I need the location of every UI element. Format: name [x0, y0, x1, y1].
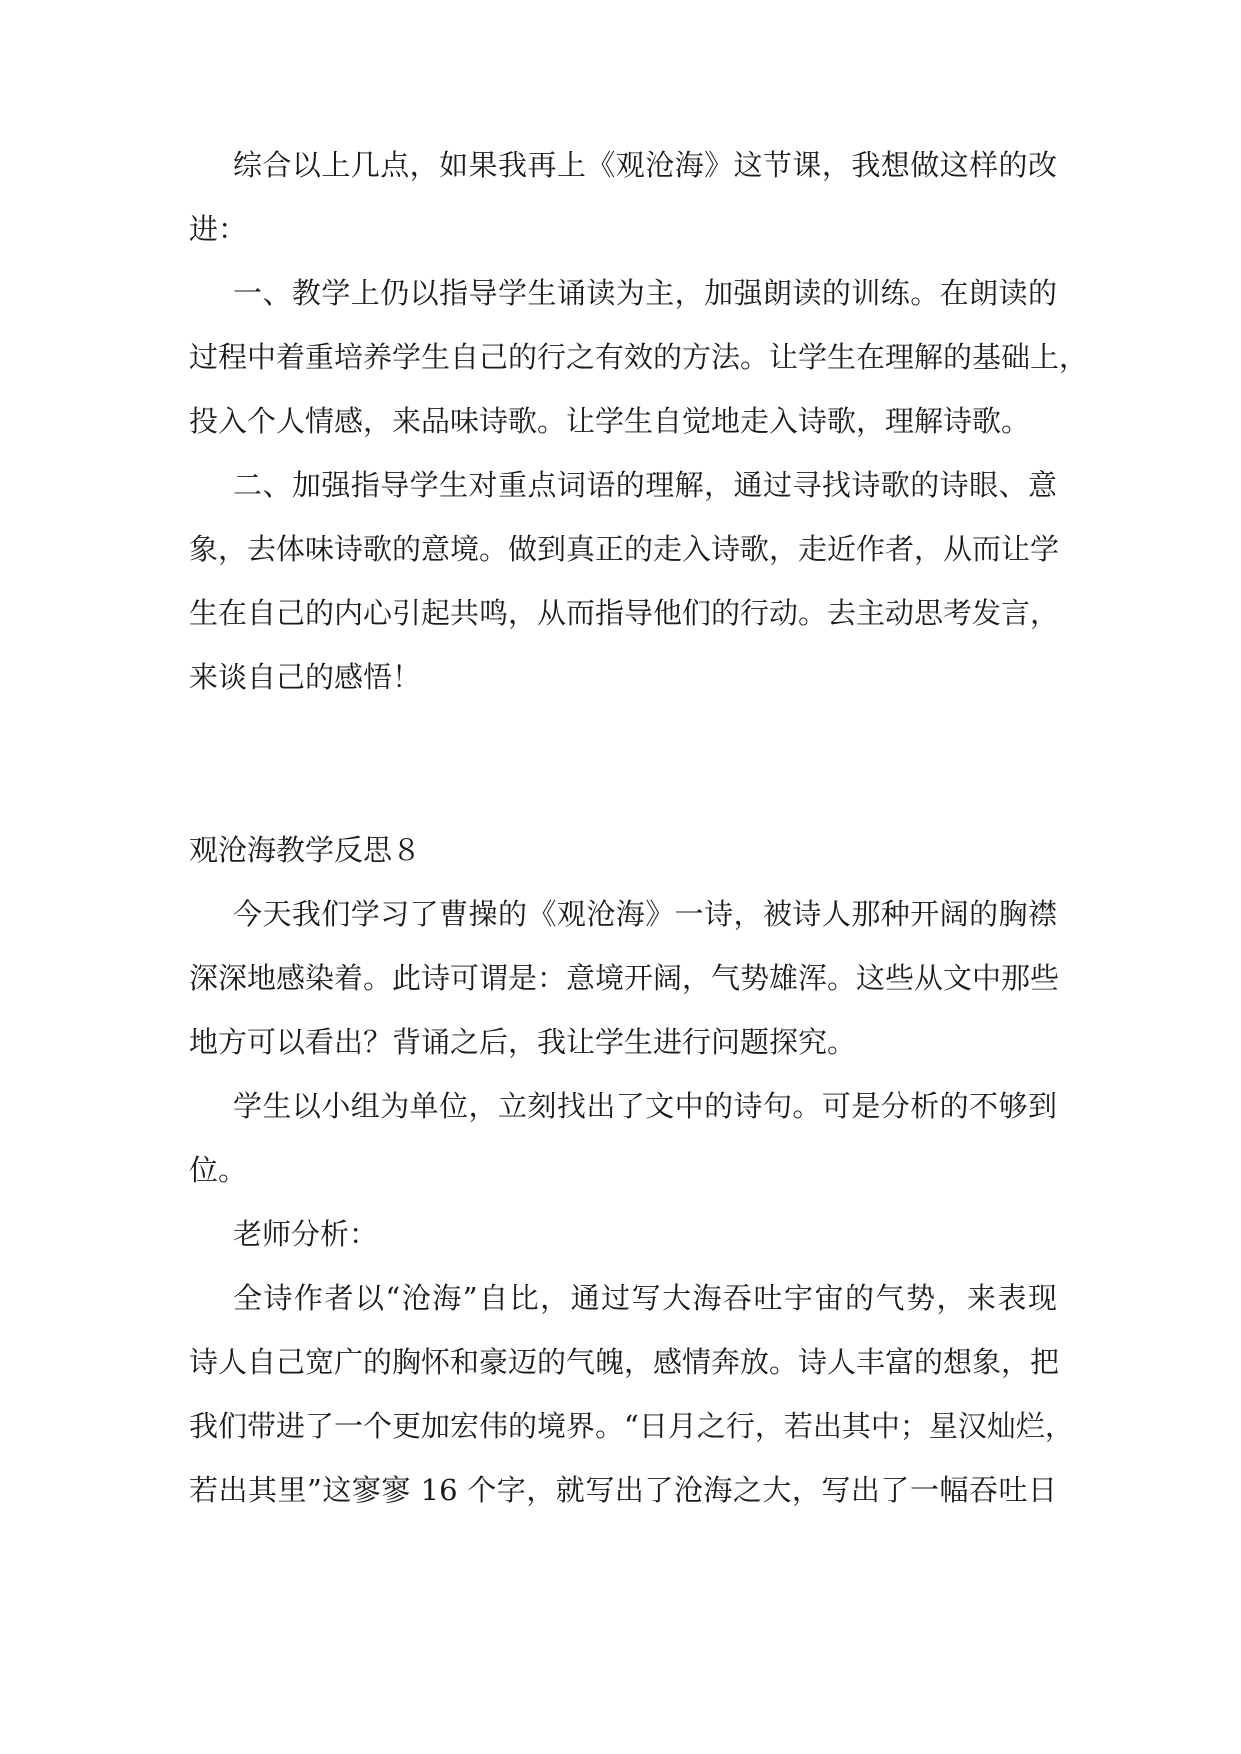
text-line: 今天我们学习了曹操的《观沧海》一诗，被诗人那种开阔的胸襟 [233, 897, 1057, 931]
section-2 [189, 818, 1074, 1522]
text-line: 过程中着重培养学生自己的行之有效的方法。让学生在理解的基础上， [189, 340, 1089, 374]
text-line: 若出其里”这寥寥 16 个字，就写出了沧海之大，写出了一幅吞吐日 [189, 1473, 1057, 1507]
text-line: 我们带进了一个更加宏伟的境界。“日月之行，若出其中；星汉灿烂， [189, 1409, 1074, 1443]
section-1 [189, 133, 1089, 709]
text-line: 全诗作者以“沧海”自比，通过写大海吞吐宇宙的气势，来表现 [233, 1281, 1057, 1315]
text-line: 综合以上几点，如果我再上《观沧海》这节课，我想做这样的改 [233, 148, 1057, 182]
text-line: 来谈自己的感悟！ [189, 660, 422, 694]
paragraph [189, 1074, 1057, 1202]
text-line: 象，去体味诗歌的意境。做到真正的走入诗歌，走近作者，从而让学 [189, 532, 1060, 566]
text-line: 深深地感染着。此诗可谓是：意境开阔，气势雄浑。这些从文中那些 [189, 961, 1060, 995]
paragraph [189, 1266, 1074, 1522]
text-line: 进： [189, 212, 248, 246]
text-line: 地方可以看出？背诵之后，我让学生进行问题探究。 [189, 1025, 857, 1059]
text-line: 生在自己的内心引起共鸣，从而指导他们的行动。去主动思考发言， [189, 596, 1060, 630]
text-line: 学生以小组为单位，立刻找出了文中的诗句。可是分析的不够到 [233, 1089, 1057, 1123]
paragraph [189, 882, 1060, 1074]
section-title: 观沧海教学反思８ [189, 833, 422, 867]
text-line: 老师分析： [233, 1217, 379, 1251]
paragraph [189, 453, 1060, 709]
text-line: 二、加强指导学生对重点词语的理解，通过寻找诗歌的诗眼、意 [233, 468, 1057, 502]
text-line: 诗人自己宽广的胸怀和豪迈的气魄，感情奔放。诗人丰富的想象，把 [189, 1345, 1060, 1379]
paragraph [189, 133, 1057, 261]
paragraph [189, 261, 1089, 453]
text-line: 投入个人情感，来品味诗歌。让学生自觉地走入诗歌，理解诗歌。 [189, 404, 1031, 438]
paragraph [189, 1202, 1057, 1266]
text-line: 位。 [189, 1153, 248, 1187]
text-line: 一、教学上仍以指导学生诵读为主，加强朗读的训练。在朗读的 [233, 276, 1057, 310]
